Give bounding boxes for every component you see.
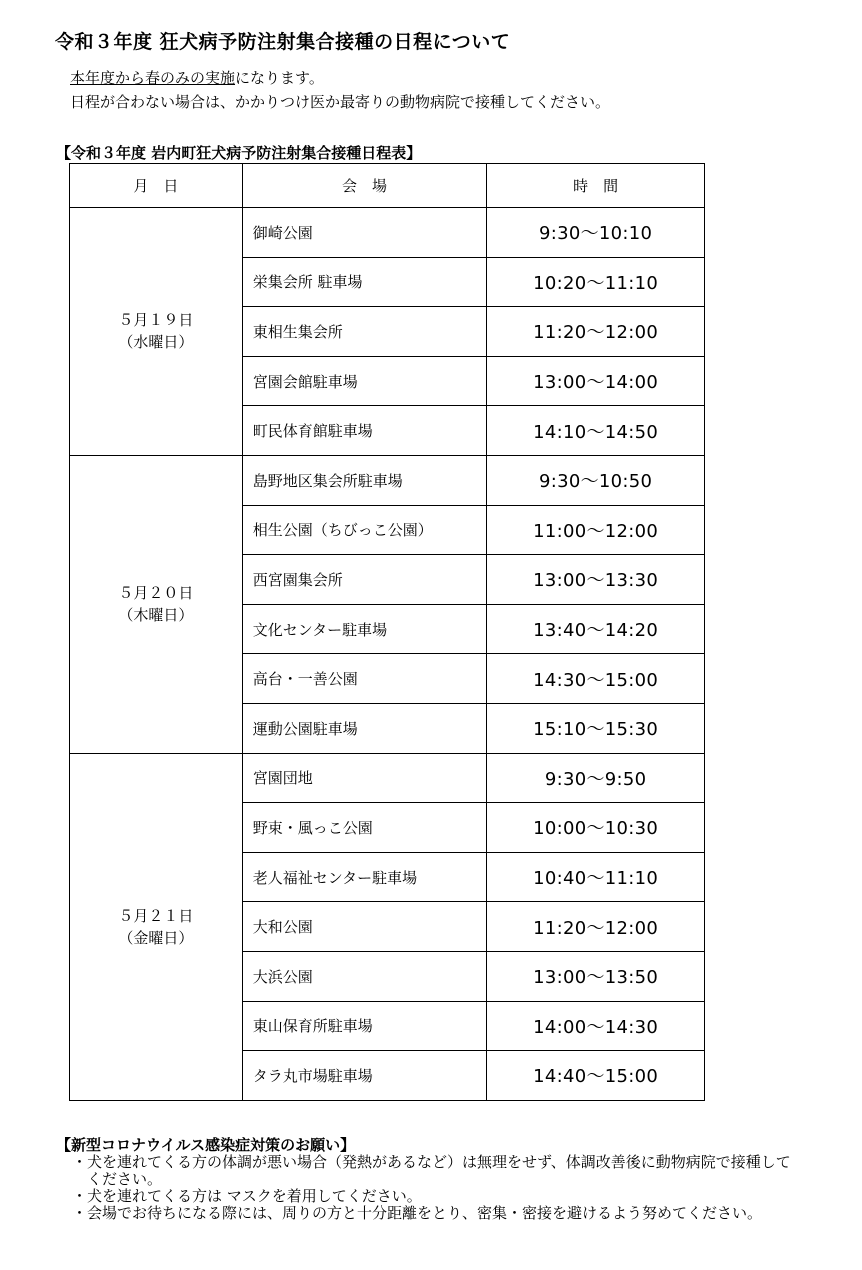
date-label: ５月２１日 (118, 906, 194, 925)
venue-cell: 御崎公園 (242, 208, 487, 258)
table-row (70, 753, 705, 803)
venue-cell: 相生公園（ちびっこ公園） (242, 505, 487, 555)
time-cell: 14:00～14:30 (487, 1001, 705, 1051)
time-cell: 13:00～13:30 (487, 555, 705, 605)
time-cell: 14:30～15:00 (487, 654, 705, 704)
time-cell: 13:00～14:00 (487, 356, 705, 406)
venue-cell: 町民体育館駐車場 (242, 406, 487, 456)
venue-cell: 運動公園駐車場 (242, 703, 487, 753)
venue-cell: 大和公園 (242, 902, 487, 952)
schedule-table (69, 163, 705, 1101)
covid-notes (56, 1137, 802, 1222)
venue-cell: 大浜公園 (242, 951, 487, 1001)
time-cell: 9:30～9:50 (487, 753, 705, 803)
venue-cell: 栄集会所 駐車場 (242, 257, 487, 307)
header-row (70, 164, 705, 208)
page-title: 令和３年度 狂犬病予防注射集合接種の日程について (55, 31, 511, 53)
venue-cell: タラ丸市場駐車場 (242, 1051, 487, 1101)
time-cell: 9:30～10:50 (487, 455, 705, 505)
time-cell: 10:40～11:10 (487, 852, 705, 902)
date-cell (70, 753, 243, 1100)
notes-heading: 【新型コロナウイルス感染症対策のお願い】 (56, 1136, 356, 1154)
notes-list (56, 1154, 802, 1222)
time-cell: 10:00～10:30 (487, 803, 705, 853)
intro-text (70, 66, 610, 114)
time-cell: 13:40～14:20 (487, 604, 705, 654)
header-venue: 会 場 (242, 164, 487, 208)
time-cell: 11:00～12:00 (487, 505, 705, 555)
venue-cell: 老人福祉センター駐車場 (242, 852, 487, 902)
date-label: ５月１９日 (118, 311, 194, 330)
venue-cell: 西宮園集会所 (242, 555, 487, 605)
list-item: ・ 犬を連れてくる方は マスクを着用してください。 (72, 1188, 802, 1205)
table-row (70, 208, 705, 258)
time-cell: 9:30～10:10 (487, 208, 705, 258)
venue-cell: 文化センター駐車場 (242, 604, 487, 654)
date-cell (70, 208, 243, 456)
time-cell: 11:20～12:00 (487, 902, 705, 952)
weekday-label: （水曜日） (118, 333, 194, 352)
venue-cell: 野束・風っこ公園 (242, 803, 487, 853)
header-date: 月 日 (70, 164, 243, 208)
list-item: ・ 会場でお待ちになる際には、周りの方と十分距離をとり、密集・密接を避けるよう努めてください。 (72, 1205, 802, 1222)
venue-cell: 東山保育所駐車場 (242, 1001, 487, 1051)
time-cell: 11:20～12:00 (487, 307, 705, 357)
venue-cell: 宮園会館駐車場 (242, 356, 487, 406)
date-cell (70, 455, 243, 753)
venue-cell: 宮園団地 (242, 753, 487, 803)
weekday-label: （木曜日） (118, 606, 194, 625)
table-row (70, 455, 705, 505)
table-caption: 【令和３年度 岩内町狂犬病予防注射集合接種日程表】 (56, 144, 422, 162)
time-cell: 10:20～11:10 (487, 257, 705, 307)
intro-line2: 日程が合わない場合は、かかりつけ医か最寄りの動物病院で接種してください。 (70, 93, 611, 111)
time-cell: 14:10～14:50 (487, 406, 705, 456)
time-cell: 14:40～15:00 (487, 1051, 705, 1101)
intro-line1-rest: になります。 (235, 69, 324, 87)
weekday-label: （金曜日） (118, 928, 194, 947)
venue-cell: 島野地区集会所駐車場 (242, 455, 487, 505)
intro-emphasis: 本年度から春のみの実施 (70, 69, 236, 87)
time-cell: 15:10～15:30 (487, 703, 705, 753)
venue-cell: 高台・一善公園 (242, 654, 487, 704)
venue-cell: 東相生集会所 (242, 307, 487, 357)
date-label: ５月２０日 (118, 584, 194, 603)
list-item: ・ 犬を連れてくる方の体調が悪い場合（発熱があるなど）は無理をせず、体調改善後に動物病院で接種してください。 (72, 1154, 802, 1188)
time-cell: 13:00～13:50 (487, 951, 705, 1001)
header-time: 時 間 (487, 164, 705, 208)
